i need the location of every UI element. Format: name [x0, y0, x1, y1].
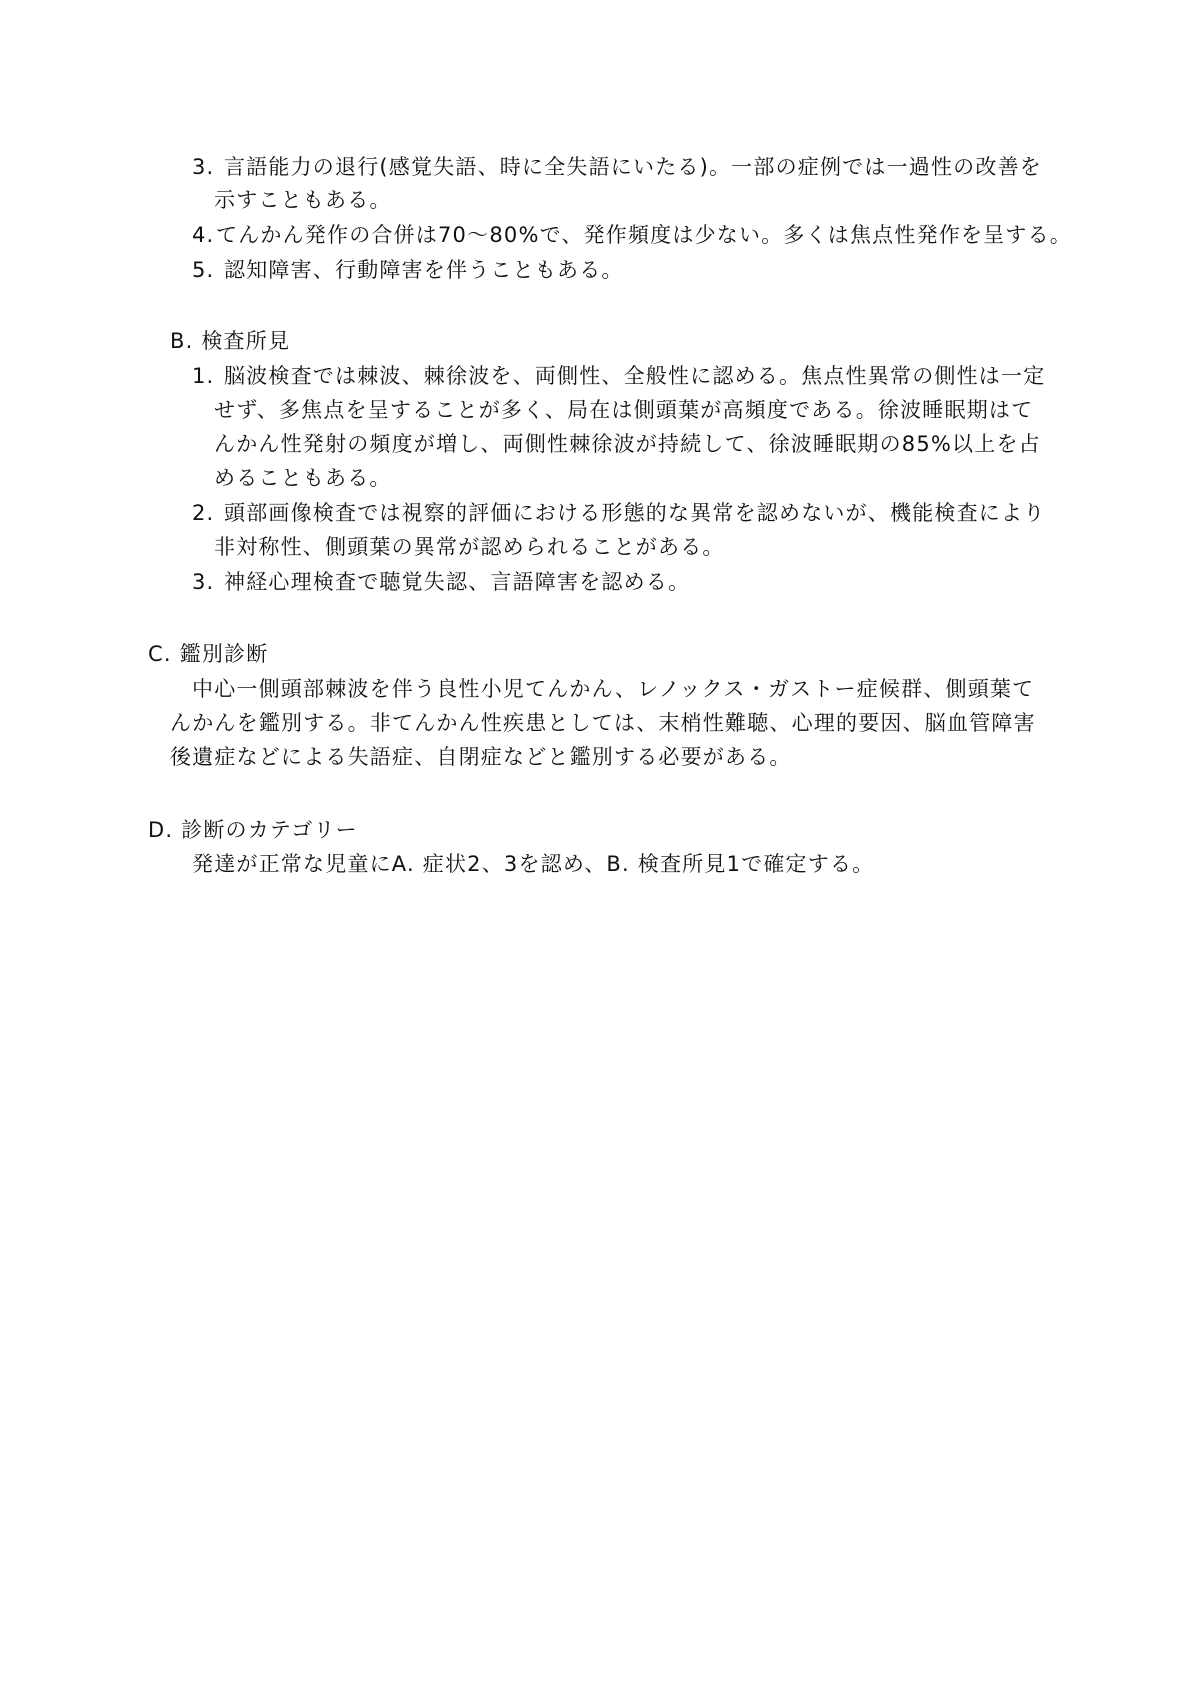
list-item-text: 頭部画像検査では視察的評価における形態的な異常を認めないが、機能検査により — [224, 501, 1046, 525]
list-item-text: てんかん発作の合併は70～80%で、発作頻度は少ない。多くは焦点性発作を呈する。 — [216, 223, 1072, 247]
list-item-text: 認知障害、行動障害を伴うこともある。 — [224, 258, 624, 282]
paragraph-line: 中心一側頭部棘波を伴う良性小児てんかん、レノックス・ガストー症候群、側頭葉て — [192, 677, 1035, 701]
list-item-number: 2. — [192, 501, 215, 525]
list-item — [192, 150, 1042, 184]
list-item — [192, 496, 1045, 530]
list-item-text: 脳波検査では棘波、棘徐波を、両側性、全般性に認める。焦点性異常の側性は一定 — [224, 364, 1046, 388]
list-item-continuation: 非対称性、側頭葉の異常が認められることがある。 — [214, 535, 725, 559]
list-item-continuation: めることもある。 — [214, 466, 392, 490]
paragraph-line: 後遺症などによる失語症、自閉症などと鑑別する必要がある。 — [170, 745, 792, 769]
list-item-text: 言語能力の退行(感覚失語、時に全失語にいたる)。一部の症例では一過性の改善を — [224, 155, 1042, 179]
section-heading: B. 検査所見 — [170, 329, 291, 353]
list-item-number: 3. — [192, 155, 215, 179]
list-item-continuation: せず、多焦点を呈することが多く、局在は側頭葉が高頻度である。徐波睡眠期はて — [214, 398, 1034, 422]
list-item-number: 1. — [192, 364, 215, 388]
list-item-continuation: んかん性発射の頻度が増し、両側性棘徐波が持続して、徐波睡眠期の85%以上を占 — [214, 432, 1041, 456]
list-item-number: 4. — [192, 223, 215, 247]
list-item — [192, 218, 1072, 252]
section-heading: C. 鑑別診断 — [148, 642, 269, 666]
list-item — [192, 253, 624, 287]
list-item-continuation: 示すこともある。 — [214, 188, 392, 212]
section-heading: D. 診断のカテゴリー — [148, 818, 358, 842]
paragraph-line: 発達が正常な児童にA. 症状2、3を認め、B. 検査所見1で確定する。 — [192, 852, 875, 876]
list-item-text: 神経心理検査で聴覚失認、言語障害を認める。 — [224, 570, 691, 594]
list-item — [192, 565, 690, 599]
list-item-number: 5. — [192, 258, 215, 282]
list-item — [192, 359, 1045, 393]
list-item-number: 3. — [192, 570, 215, 594]
paragraph-line: んかんを鑑別する。非てんかん性疾患としては、末梢性難聴、心理的要因、脳血管障害 — [170, 711, 1036, 735]
